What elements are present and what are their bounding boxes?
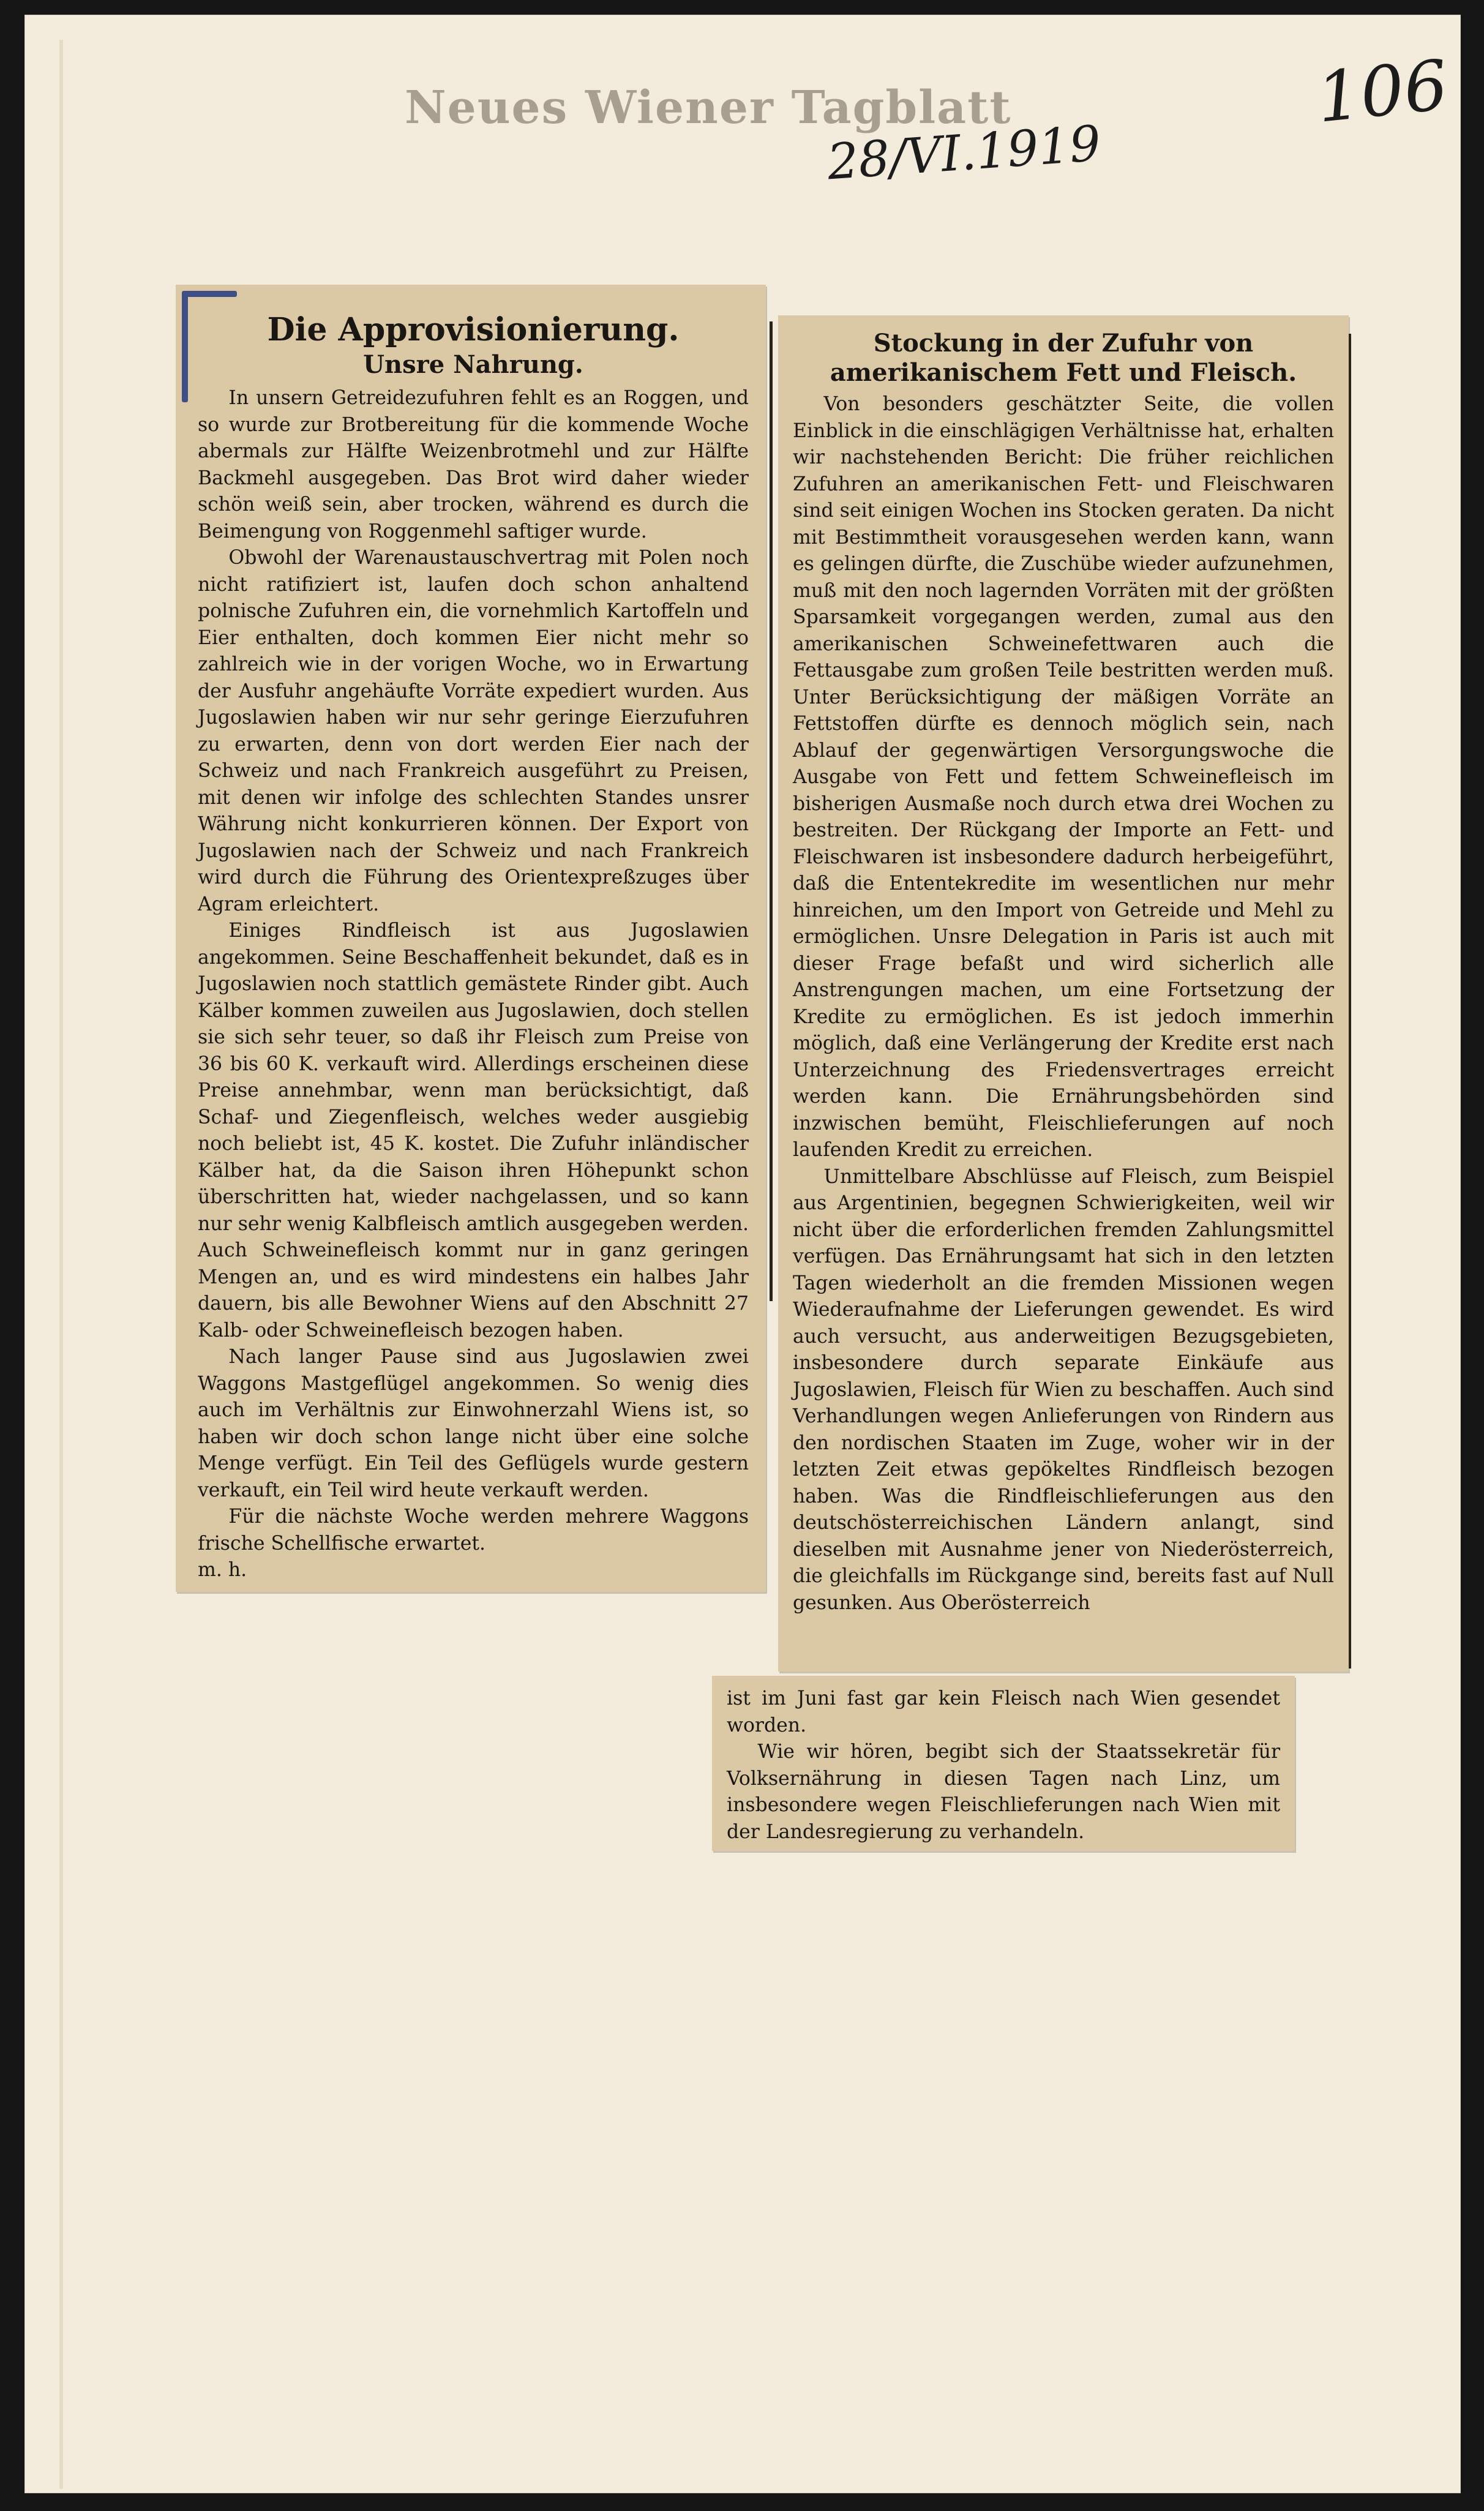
blue-pencil-mark xyxy=(182,291,237,297)
clipping-left xyxy=(176,285,766,1592)
handwritten-folio-number: 106 xyxy=(1313,45,1452,138)
column-rule xyxy=(770,321,773,1301)
blue-pencil-mark xyxy=(182,292,188,402)
article-paragraph: Einiges Rindfleisch ist aus Jugoslawien angekommen. Seine Beschaffenheit bekundet, daß es in Jugoslawien noch stattlich gemästete Rinder gibt. Auch Kälber kommen zuweilen aus Jugoslawien, doch stellen sie sich sehr teuer, so daß ihr Fleisch zum Preise von 36 bis 60 K. verkauft wird. Allerdings erscheinen diese Preise annehmbar, wenn man berücksichtigt, daß Schaf- und Ziegenfleisch, welches weder ausgiebig noch beliebt ist, 45 K. kostet. Die Zufuhr inländischer Kälber hat, da die Saison ihren Höhepunkt schon überschritten hat, wieder nachgelassen, und so kann nur sehr wenig Kalbfleisch amtlich ausgegeben werden. Auch Schweinefleisch kommt nur in ganz geringen Mengen an, und es wird mindestens ein halbes Jahr dauern, bis alle Bewohner Wiens auf den Abschnitt 27 Kalb- oder Schweinefleisch bezogen haben. xyxy=(198,920,749,1342)
article-paragraph: In unsern Getreidezufuhren fehlt es an Roggen, und so wurde zur Brotbereitung für die kommende Woche abermals zur Hälfte Weizenbrotmehl und zur Hälfte Backmehl ausgegeben. Das Brot wird daher wieder schön weiß sein, aber trocken, während es durch die Beimengung von Roggenmehl saftiger wurde. xyxy=(198,387,749,542)
handwritten-date: 28/VI.1919 xyxy=(825,114,1103,191)
binding-edge xyxy=(59,40,63,2489)
article-paragraph: Von besonders geschätzter Seite, die vollen Einblick in die einschlägigen Verhältnisse hat, erhalten wir nachstehenden Bericht: Die früher reichlichen Zufuhren an amerikanischen Fett- und Fleischwaren sind seit einigen Wochen ins Stocken geraten. Da nicht mit Bestimmtheit vorausgesehen werden kann, wann es gelingen dürfte, die Zuschübe wieder aufzunehmen, muß mit den noch lagernden Vorräten mit der größten Sparsamkeit vorgegangen werden, zumal aus den amerikanischen Schweinefettwaren auch die Fettausgabe zum großen Teile bestritten werden muß. Unter Berücksichtigung der mäßigen Vorräte an Fettstoffen dürfte es dennoch möglich sein, nach Ablauf der gegenwärtigen Versorgungswoche die Ausgabe von Fett und fettem Schweinefleisch im bisherigen Ausmaße noch durch etwa drei Wochen zu bestreiten. Der Rückgang der Importe an Fett- und Fleischwaren ist insbesondere dadurch herbeigeführt, daß die Ententekredite im wesentlichen nur mehr hinreichen, um den Import von Getreide und Mehl zu ermöglichen. Unsre Delegation in Paris ist auch mit dieser Frage befaßt und wird sicherlich alle Anstrengungen machen, um eine Fortsetzung der Kredite zu ermöglichen. Es ist jedoch immerhin möglich, daß eine Verlängerung der Kredite erst nach Unterzeichnung des Friedensvertrages erreicht werden kann. Die Ernährungsbehörden sind inzwischen bemüht, Fleischlieferungen auf noch laufenden Kredit zu erreichen. xyxy=(793,393,1334,1161)
article-title: Stockung in der Zufuhr von amerikanischem Fett und Fleisch. xyxy=(830,329,1297,387)
article-paragraph: Obwohl der Warenaustauschvertrag mit Polen noch nicht ratifiziert ist, laufen doch schon anhaltend polnische Zufuhren ein, die vornehmlich Kartoffeln und Eier enthalten, doch kommen Eier nicht mehr so zahlreich wie in der vorigen Woche, wo in Erwartung der Ausfuhr angehäufte Vorräte expediert wurden. Aus Jugoslawien haben wir nur sehr geringe Eierzufuhren zu erwarten, denn von dort werden Eier nach der Schweiz und nach Frankreich ausgeführt zu Preisen, mit denen wir infolge des schlechten Standes unsrer Währung nicht konkurrieren können. Der Export von Jugoslawien nach der Schweiz und nach Frankreich wird durch die Führung des Orientexpreßzuges über Agram erleichtert. xyxy=(198,547,749,915)
archive-page xyxy=(24,15,1461,2493)
article-paragraph: Nach langer Pause sind aus Jugoslawien zwei Waggons Mastgeflügel angekommen. So wenig dies auch im Verhältnis zur Einwohnerzahl Wiens ist, so haben wir doch schon lange nicht über eine solche Menge verfügt. Ein Teil des Geflügels wurde gestern verkauft, ein Teil wird heute verkauft werden. xyxy=(198,1346,749,1501)
article-subtitle: Unsre Nahrung. xyxy=(363,350,583,379)
article-paragraph: Für die nächste Woche werden mehrere Waggons frische Schellfische erwartet. xyxy=(198,1506,749,1555)
newspaper-stamp: Neues Wiener Tagblatt xyxy=(405,81,1012,134)
article-paragraph: ist im Juni fast gar kein Fleisch nach Wien gesendet worden. xyxy=(727,1687,1280,1736)
author-signature: m. h. xyxy=(198,1559,247,1581)
article-paragraph: Wie wir hören, begibt sich der Staatssekretär für Volksernährung in diesen Tagen nach Linz, um insbesondere wegen Fleischlieferungen nach Wien mit der Landesregierung zu verhandeln. xyxy=(727,1741,1280,1843)
article-title: Die Approvisionierung. xyxy=(267,311,680,348)
clipping-right xyxy=(778,315,1349,1672)
column-rule xyxy=(1349,334,1351,1668)
article-paragraph: Unmittelbare Abschlüsse auf Fleisch, zum Beispiel aus Argentinien, begegnen Schwierigkeiten, weil wir nicht über die erforderlichen fremden Zahlungsmittel verfügen. Das Ernährungsamt hat sich in den letzten Tagen wiederholt an die fremden Missionen wegen Wiederaufnahme der Lieferungen gewendet. Es wird auch versucht, aus anderweitigen Bezugsgebieten, insbesondere durch separate Einkäufe aus Jugoslawien, Fleisch für Wien zu beschaffen. Auch sind Verhandlungen wegen Anlieferungen von Rindern aus den nordischen Staaten im Zuge, woher wir in der letzten Zeit etwas gepökeltes Rindfleisch bezogen haben. Was die Rindfleischlieferungen aus den deutschösterreichischen Ländern anlangt, sind dieselben mit Ausnahme jener von Niederösterreich, die gleichfalls im Rückgange sind, bereits fast auf Null gesunken. Aus Oberösterreich xyxy=(793,1165,1334,1614)
clipping-continuation xyxy=(712,1676,1295,1851)
